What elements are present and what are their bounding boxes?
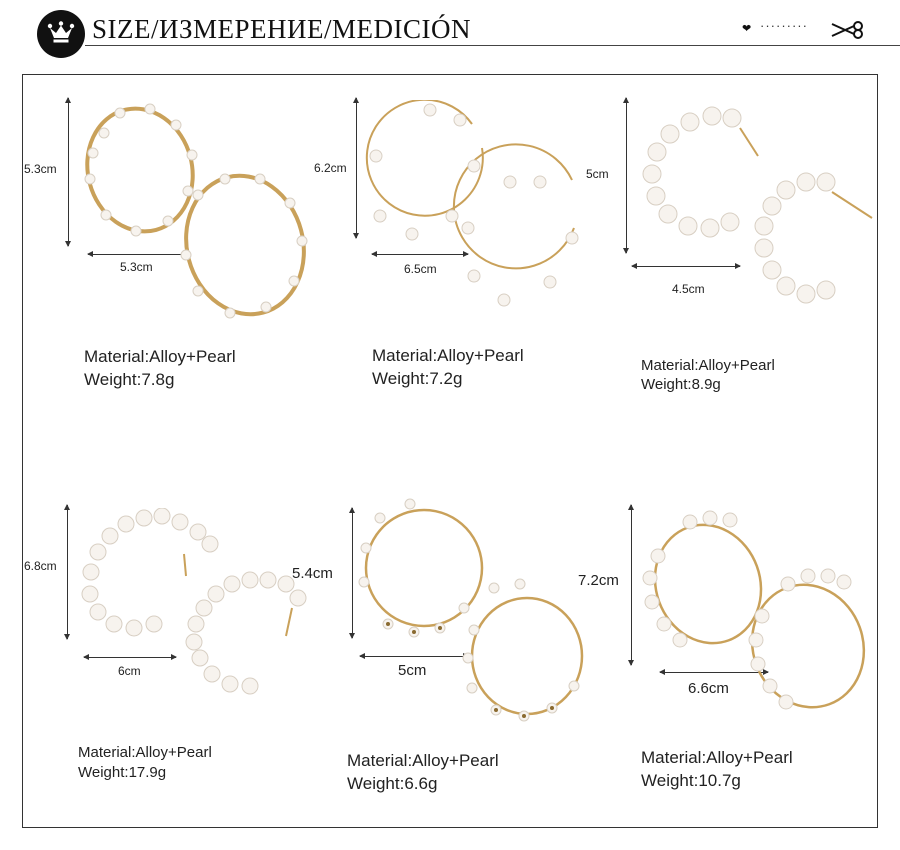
material-label: Material:Alloy+Pearl — [372, 346, 524, 365]
height-label: 5.4cm — [292, 565, 333, 582]
scissors-icon — [830, 20, 866, 40]
height-dimension-line — [67, 505, 68, 639]
earring-image — [352, 496, 602, 726]
earring-image — [640, 104, 880, 334]
height-label: 5.3cm — [24, 162, 57, 176]
weight-label: Weight:7.2g — [372, 369, 463, 388]
crown-badge — [37, 10, 85, 58]
width-label: 5cm — [398, 662, 427, 679]
dotted-separator: ········· — [760, 18, 808, 33]
width-label: 5.3cm — [120, 260, 153, 274]
width-label: 6.6cm — [688, 680, 729, 697]
weight-label: Weight:8.9g — [641, 376, 721, 393]
heart-icon: ❤ — [742, 23, 752, 35]
width-label: 6.5cm — [404, 262, 437, 276]
earring-image — [638, 506, 878, 721]
weight-label: Weight:17.9g — [78, 764, 167, 781]
page-header — [0, 0, 900, 60]
crown-icon — [47, 21, 75, 45]
earring-image — [74, 508, 314, 708]
height-label: 6.8cm — [24, 559, 57, 573]
weight-label: Weight:6.6g — [347, 774, 438, 793]
material-label: Material:Alloy+Pearl — [641, 357, 775, 374]
page-title: SIZE/ИЗМЕРЕНИЕ/MEDICIÓN — [92, 14, 472, 44]
material-label: Material:Alloy+Pearl — [347, 751, 499, 770]
height-dimension-line — [631, 505, 632, 665]
header-divider — [85, 45, 900, 46]
earring-image — [362, 100, 602, 320]
height-label: 5cm — [586, 167, 609, 181]
width-label: 6cm — [118, 664, 141, 678]
material-label: Material:Alloy+Pearl — [641, 748, 793, 767]
weight-label: Weight:10.7g — [641, 771, 741, 790]
height-dimension-line — [626, 98, 627, 253]
height-dimension-line — [68, 98, 69, 246]
weight-label: Weight:7.8g — [84, 370, 175, 389]
width-label: 4.5cm — [672, 282, 705, 296]
height-label: 6.2cm — [314, 161, 347, 175]
earring-image — [80, 95, 320, 325]
material-label: Material:Alloy+Pearl — [78, 744, 212, 761]
height-label: 7.2cm — [578, 572, 619, 589]
material-label: Material:Alloy+Pearl — [84, 347, 236, 366]
height-dimension-line — [356, 98, 357, 238]
